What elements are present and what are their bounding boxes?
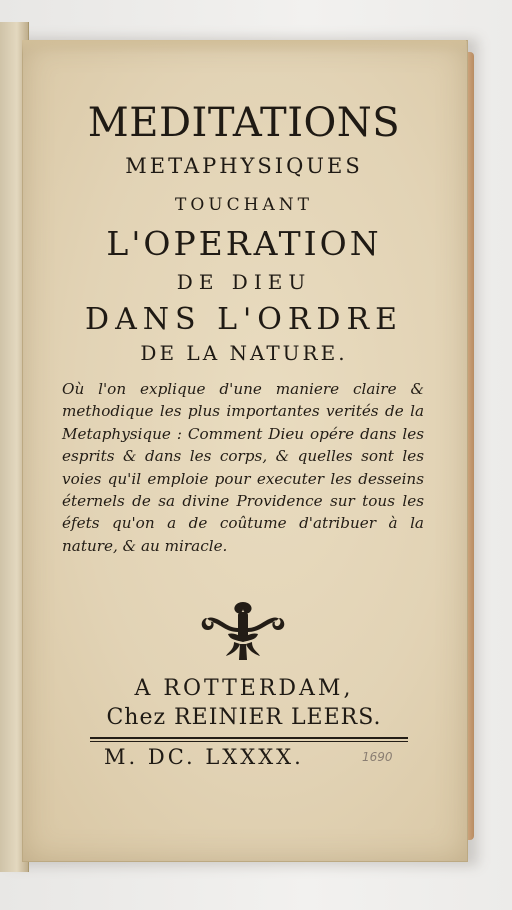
title-line-de-la-nature: DE LA NATURE. [140, 341, 348, 365]
title-line-de-dieu: DE DIEU [176, 270, 312, 294]
imprint-rule [90, 737, 408, 742]
imprint-place: A ROTTERDAM, [134, 676, 354, 701]
subtitle-paragraph: Où l'on explique d'une maniere claire & methodique les plus importantes verités de la Metaphysique : Comment Dieu opére dans les esprits & dans les corps, & quelles sont les voies qu'il emploie pour executer les desseins éternels de sa divine Providence sur tous les éfets qu'on a de coûtume d'atribuer à la nature, & au miracle. [62, 380, 424, 555]
title-line-operation: L'OPERATION [106, 224, 382, 263]
floral-ornament-icon [198, 598, 288, 664]
pencil-annotation: 1690 [362, 750, 393, 764]
title-line-meditations: MEDITATIONS [87, 100, 401, 146]
imprint-publisher: Chez REINIER LEERS. [106, 705, 382, 730]
imprint-date: M. DC. LXXXX. [104, 745, 304, 769]
title-line-metaphysiques: METAPHYSIQUES [125, 154, 363, 178]
title-line-dans-l-ordre: DANS L'ORDRE [85, 302, 403, 337]
title-line-touchant: TOUCHANT [175, 195, 313, 215]
page-top-stain [22, 40, 466, 54]
